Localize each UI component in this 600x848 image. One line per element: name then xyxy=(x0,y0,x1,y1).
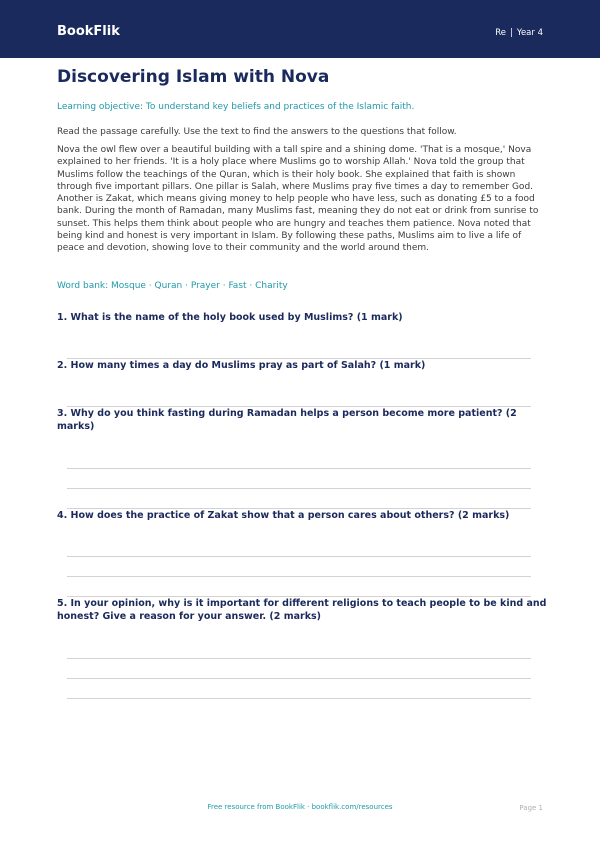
question-5: 5. In your opinion, why is it important for different religions to teach people to be kind and honest? Give a reason for your answer. (2 marks) xyxy=(57,598,547,622)
separator: | xyxy=(510,28,513,38)
footer-credit: Free resource from BookFlik · bookflik.com/resources xyxy=(207,803,393,811)
word-bank: Word bank: Mosque · Quran · Prayer · Fast · Charity xyxy=(57,281,288,291)
page-number: Page 1 xyxy=(519,804,543,812)
brand-logo-text: BookFlik xyxy=(57,24,120,39)
answer-line[interactable] xyxy=(67,556,531,557)
question-3: 3. Why do you think fasting during Ramadan helps a person become more patient? (2 marks) xyxy=(57,408,517,432)
year-label: Year 4 xyxy=(516,28,543,38)
answer-line[interactable] xyxy=(67,468,531,469)
answer-line[interactable] xyxy=(67,678,531,679)
page-title: Discovering Islam with Nova xyxy=(57,67,330,87)
question-2: 2. How many times a day do Muslims pray as part of Salah? (1 mark) xyxy=(57,360,426,371)
header-bar xyxy=(0,0,600,58)
subject-label: Re xyxy=(495,28,507,38)
instructions: Read the passage carefully. Use the text to find the answers to the questions that follow. xyxy=(57,127,457,137)
answer-line[interactable] xyxy=(67,698,531,699)
answer-line[interactable] xyxy=(67,488,531,489)
question-1: 1. What is the name of the holy book used by Muslims? (1 mark) xyxy=(57,312,403,323)
question-4: 4. How does the practice of Zakat show that a person cares about others? (2 marks) xyxy=(57,510,510,521)
answer-line[interactable] xyxy=(67,658,531,659)
subject-year-label xyxy=(495,28,543,38)
learning-objective: Learning objective: To understand key beliefs and practices of the Islamic faith. xyxy=(57,102,415,112)
answer-line[interactable] xyxy=(67,576,531,577)
reading-passage: Nova the owl flew over a beautiful building with a tall spire and a shining dome. 'That is a mosque,' Nova explained to her friends. 'It is a holy place where Muslims go to worship Allah.' Nova told the group that Muslims follow the teachings of the Quran, which is their holy book. She explained that faith is shown through five important pillars. One pillar is Salah, where Muslims pray five times a day to remember God. Another is Zakat, which means giving money to help people who have less, such as donating £5 to a food bank. During the month of Ramadan, many Muslims fast, meaning they do not eat or drink from sunrise to sunset. This helps them think about people who are hungry and teaches them patience. Nova noted that being kind and honest is very important in Islam. By following these paths, Muslims aim to live a life of peace and devotion, showing love to their community and the world around them. xyxy=(57,145,539,253)
